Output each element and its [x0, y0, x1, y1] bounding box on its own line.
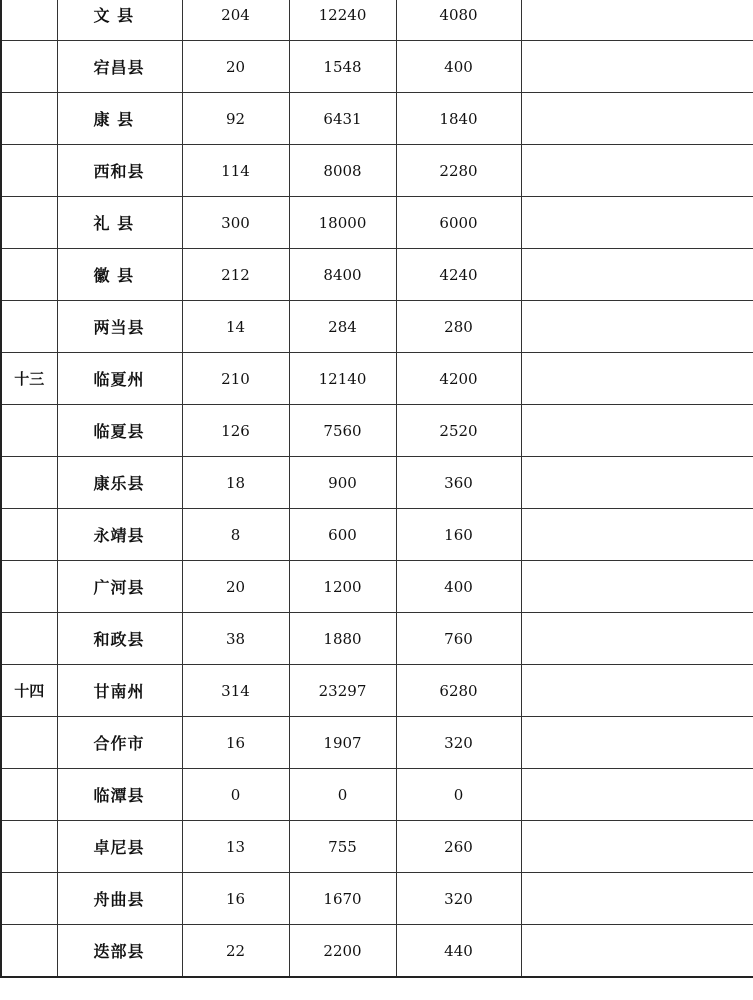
- note-cell: [521, 249, 753, 301]
- value-cell-1: 38: [182, 613, 289, 665]
- note-cell: [521, 925, 753, 978]
- note-cell: [521, 717, 753, 769]
- note-cell: [521, 301, 753, 353]
- value-cell-3: 260: [396, 821, 521, 873]
- region-name-cell: 舟曲县: [57, 873, 182, 925]
- note-cell: [521, 41, 753, 93]
- value-cell-3: 400: [396, 561, 521, 613]
- note-cell: [521, 197, 753, 249]
- row-index-cell: [1, 197, 57, 249]
- note-cell: [521, 561, 753, 613]
- table-row: [1, 197, 753, 249]
- value-cell-3: 280: [396, 301, 521, 353]
- table-row: [1, 613, 753, 665]
- row-index-cell: [1, 769, 57, 821]
- value-cell-1: 212: [182, 249, 289, 301]
- region-name-cell: 甘南州: [57, 665, 182, 717]
- value-cell-1: 314: [182, 665, 289, 717]
- table-row: [1, 405, 753, 457]
- region-name-cell: 康 县: [57, 93, 182, 145]
- note-cell: [521, 613, 753, 665]
- value-cell-2: 900: [289, 457, 396, 509]
- value-cell-1: 0: [182, 769, 289, 821]
- value-cell-2: 1200: [289, 561, 396, 613]
- value-cell-1: 20: [182, 41, 289, 93]
- value-cell-1: 16: [182, 873, 289, 925]
- value-cell-2: 284: [289, 301, 396, 353]
- value-cell-2: 2200: [289, 925, 396, 978]
- value-cell-1: 16: [182, 717, 289, 769]
- row-index-cell: [1, 301, 57, 353]
- region-name-cell: 临夏州: [57, 353, 182, 405]
- region-name-cell: 卓尼县: [57, 821, 182, 873]
- note-cell: [521, 873, 753, 925]
- value-cell-1: 92: [182, 93, 289, 145]
- value-cell-3: 4080: [396, 0, 521, 41]
- note-cell: [521, 457, 753, 509]
- row-index-cell: [1, 509, 57, 561]
- region-name-cell: 迭部县: [57, 925, 182, 978]
- value-cell-1: 18: [182, 457, 289, 509]
- table-row: [1, 145, 753, 197]
- region-name-cell: 两当县: [57, 301, 182, 353]
- table-row: [1, 457, 753, 509]
- value-cell-3: 2520: [396, 405, 521, 457]
- row-index-cell: [1, 457, 57, 509]
- table-row: [1, 249, 753, 301]
- region-name-cell: 和政县: [57, 613, 182, 665]
- table-row: [1, 41, 753, 93]
- value-cell-3: 440: [396, 925, 521, 978]
- value-cell-1: 20: [182, 561, 289, 613]
- row-index-cell: [1, 873, 57, 925]
- value-cell-1: 210: [182, 353, 289, 405]
- value-cell-2: 12140: [289, 353, 396, 405]
- value-cell-1: 14: [182, 301, 289, 353]
- value-cell-3: 2280: [396, 145, 521, 197]
- value-cell-2: 1907: [289, 717, 396, 769]
- region-name-cell: 徽 县: [57, 249, 182, 301]
- note-cell: [521, 353, 753, 405]
- region-name-cell: 临夏县: [57, 405, 182, 457]
- region-name-cell: 广河县: [57, 561, 182, 613]
- table-row: [1, 93, 753, 145]
- value-cell-3: 4200: [396, 353, 521, 405]
- row-index-cell: [1, 821, 57, 873]
- value-cell-1: 13: [182, 821, 289, 873]
- value-cell-3: 760: [396, 613, 521, 665]
- note-cell: [521, 145, 753, 197]
- row-index-cell: [1, 41, 57, 93]
- row-index-cell: [1, 613, 57, 665]
- value-cell-1: 8: [182, 509, 289, 561]
- region-name-cell: 礼 县: [57, 197, 182, 249]
- value-cell-2: 1880: [289, 613, 396, 665]
- value-cell-1: 126: [182, 405, 289, 457]
- value-cell-2: 12240: [289, 0, 396, 41]
- value-cell-1: 204: [182, 0, 289, 41]
- value-cell-3: 0: [396, 769, 521, 821]
- note-cell: [521, 769, 753, 821]
- value-cell-2: 8400: [289, 249, 396, 301]
- value-cell-3: 400: [396, 41, 521, 93]
- region-name-cell: 康乐县: [57, 457, 182, 509]
- row-index-cell: [1, 0, 57, 41]
- row-index-cell: 十四: [1, 665, 57, 717]
- region-name-cell: 合作市: [57, 717, 182, 769]
- region-name-cell: 西和县: [57, 145, 182, 197]
- table-row: [1, 925, 753, 978]
- region-name-cell: 永靖县: [57, 509, 182, 561]
- table-row: [1, 0, 753, 41]
- row-index-cell: [1, 405, 57, 457]
- value-cell-1: 22: [182, 925, 289, 978]
- note-cell: [521, 405, 753, 457]
- value-cell-3: 4240: [396, 249, 521, 301]
- value-cell-2: 1548: [289, 41, 396, 93]
- value-cell-3: 360: [396, 457, 521, 509]
- value-cell-1: 114: [182, 145, 289, 197]
- row-index-cell: [1, 925, 57, 978]
- region-name-cell: 文 县: [57, 0, 182, 41]
- note-cell: [521, 93, 753, 145]
- table-row: [1, 769, 753, 821]
- value-cell-2: 0: [289, 769, 396, 821]
- value-cell-3: 6000: [396, 197, 521, 249]
- table-row: [1, 353, 753, 405]
- row-index-cell: [1, 93, 57, 145]
- table-row: [1, 561, 753, 613]
- table-row: [1, 873, 753, 925]
- value-cell-2: 8008: [289, 145, 396, 197]
- value-cell-2: 18000: [289, 197, 396, 249]
- value-cell-2: 6431: [289, 93, 396, 145]
- value-cell-3: 320: [396, 717, 521, 769]
- row-index-cell: 十三: [1, 353, 57, 405]
- region-name-cell: 宕昌县: [57, 41, 182, 93]
- row-index-cell: [1, 561, 57, 613]
- note-cell: [521, 509, 753, 561]
- table-row: [1, 509, 753, 561]
- value-cell-2: 600: [289, 509, 396, 561]
- value-cell-2: 23297: [289, 665, 396, 717]
- value-cell-2: 755: [289, 821, 396, 873]
- row-index-cell: [1, 145, 57, 197]
- value-cell-3: 160: [396, 509, 521, 561]
- row-index-cell: [1, 249, 57, 301]
- value-cell-2: 1670: [289, 873, 396, 925]
- table-row: [1, 301, 753, 353]
- value-cell-3: 1840: [396, 93, 521, 145]
- value-cell-2: 7560: [289, 405, 396, 457]
- note-cell: [521, 0, 753, 41]
- value-cell-1: 300: [182, 197, 289, 249]
- table-row: [1, 821, 753, 873]
- table-body: [1, 0, 753, 977]
- value-cell-3: 6280: [396, 665, 521, 717]
- row-index-cell: [1, 717, 57, 769]
- region-name-cell: 临潭县: [57, 769, 182, 821]
- value-cell-3: 320: [396, 873, 521, 925]
- note-cell: [521, 821, 753, 873]
- note-cell: [521, 665, 753, 717]
- table-row: [1, 717, 753, 769]
- table-row: [1, 665, 753, 717]
